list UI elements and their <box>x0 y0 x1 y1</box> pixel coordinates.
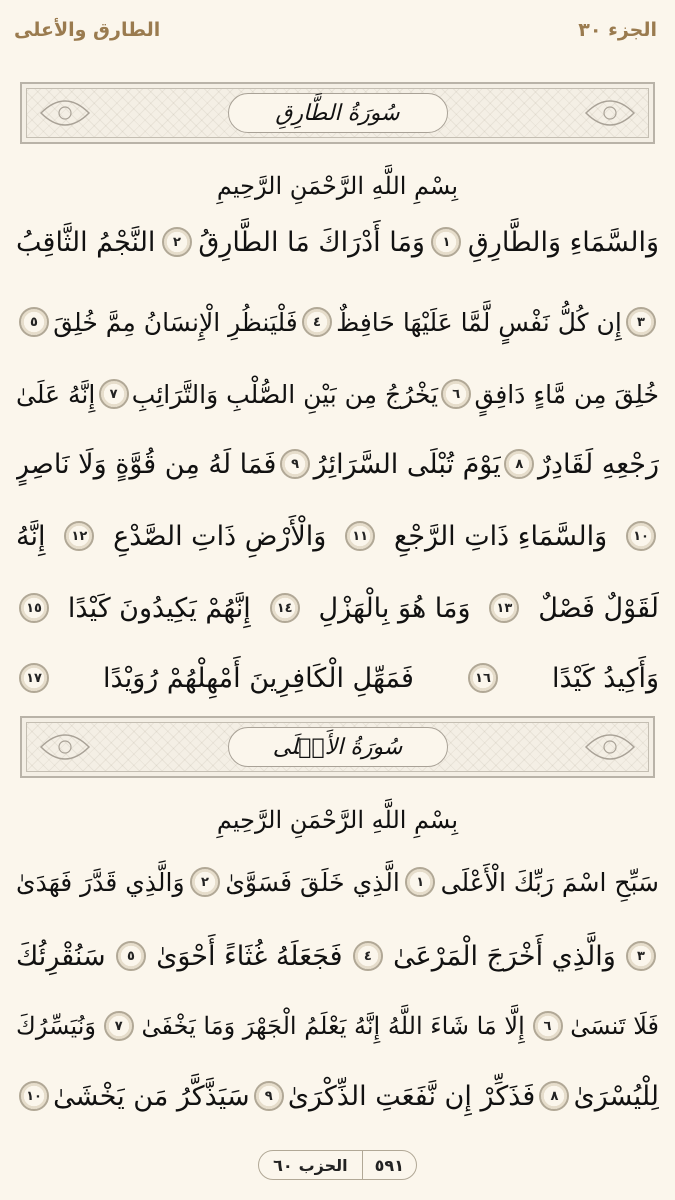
verse-line <box>16 648 659 708</box>
verse-text[interactable]: سَيَذَّكَّرُ مَن يَخْشَىٰ <box>53 1080 250 1112</box>
verse-text[interactable]: وَالْأَرْضِ ذَاتِ الصَّدْعِ <box>113 520 327 552</box>
ayah-number-marker[interactable]: ٨ <box>539 1081 569 1111</box>
verse-text[interactable]: فَمَا لَهُ مِن قُوَّةٍ وَلَا نَاصِرٍ <box>16 448 277 480</box>
verse-text[interactable]: يَوْمَ تُبْلَى السَّرَائِرُ <box>313 448 501 480</box>
verse-text[interactable]: وَالسَّمَاءِ ذَاتِ الرَّجْعِ <box>393 520 608 552</box>
verse-text[interactable]: فَلَا تَنسَىٰ <box>570 1012 659 1040</box>
surah-title: سُورَةُ الطَّارِقِ <box>228 93 448 133</box>
ayah-number-marker[interactable]: ١٣ <box>489 593 519 623</box>
verse-text[interactable]: سَنُقْرِئُكَ <box>16 940 106 972</box>
ayah-number-marker[interactable]: ١٧ <box>19 663 49 693</box>
verse-text[interactable]: وَالَّذِي قَدَّرَ فَهَدَىٰ <box>16 867 185 897</box>
ayah-number-marker[interactable]: ١٦ <box>468 663 498 693</box>
ayah-number-marker[interactable]: ٣ <box>626 941 656 971</box>
ayah-number-marker[interactable]: ١١ <box>345 521 375 551</box>
verse-line <box>16 1066 659 1126</box>
verse-text[interactable]: وَمَا هُوَ بِالْهَزْلِ <box>318 592 471 624</box>
ayah-number-marker[interactable]: ١ <box>405 867 435 897</box>
verse-text[interactable]: إِنَّهُ <box>16 520 46 552</box>
ayah-number-marker[interactable]: ٢ <box>190 867 220 897</box>
banner-ornament-right <box>582 93 638 133</box>
banner-ornament-left <box>37 93 93 133</box>
basmala: بِسْمِ اللَّهِ الرَّحْمَنِ الرَّحِيمِ <box>216 806 459 834</box>
hizb-label: الحزب <box>298 1155 348 1175</box>
ayah-number-marker[interactable]: ٦ <box>533 1011 563 1041</box>
verse-text[interactable]: يَخْرُجُ مِن بَيْنِ الصُّلْبِ وَالتَّرَائِبِ <box>131 379 439 409</box>
ayah-number-marker[interactable]: ٥ <box>19 307 49 337</box>
banner-frame <box>26 722 649 772</box>
verse-line <box>16 434 659 494</box>
ornament-medallion-icon <box>37 93 93 133</box>
ayah-number-marker[interactable]: ٨ <box>504 449 534 479</box>
verse-text[interactable]: وَالَّذِي أَخْرَجَ الْمَرْعَىٰ <box>393 940 616 972</box>
verse-line <box>16 292 659 352</box>
ayah-number-marker[interactable]: ١٤ <box>270 593 300 623</box>
ayah-number-marker[interactable]: ١٢ <box>64 521 94 551</box>
verse-text[interactable]: فَذَكِّرْ إِن نَّفَعَتِ الذِّكْرَىٰ <box>287 1080 536 1112</box>
verse-text[interactable]: فَمَهِّلِ الْكَافِرِينَ أَمْهِلْهُمْ رُوَيْدًا <box>103 662 414 694</box>
verse-text[interactable]: رَجْعِهِ لَقَادِرٌ <box>538 448 659 480</box>
ayah-number-marker[interactable]: ١٠ <box>19 1081 49 1111</box>
ayah-number-marker[interactable]: ٦ <box>441 379 471 409</box>
ayah-number-marker[interactable]: ١٠ <box>626 521 656 551</box>
hizb-indicator <box>259 1151 362 1179</box>
surah-header-banner <box>20 716 655 778</box>
verse-line <box>16 506 659 566</box>
ayah-number-marker[interactable]: ٢ <box>162 227 192 257</box>
verse-text[interactable]: إِلَّا مَا شَاءَ اللَّهُ إِنَّهُ يَعْلَمُ الْجَهْرَ وَمَا يَخْفَىٰ <box>141 1012 525 1040</box>
ayah-number-marker[interactable]: ٩ <box>280 449 310 479</box>
verse-text[interactable]: وَمَا أَدْرَاكَ مَا الطَّارِقُ <box>198 226 425 258</box>
ayah-number-marker[interactable]: ٧ <box>99 379 129 409</box>
basmala: بِسْمِ اللَّهِ الرَّحْمَنِ الرَّحِيمِ <box>216 172 459 200</box>
ayah-number-marker[interactable]: ٥ <box>116 941 146 971</box>
verse-text[interactable]: فَلْيَنظُرِ الْإِنسَانُ مِمَّ خُلِقَ <box>53 307 298 337</box>
surah-names-label: الطارق والأعلى <box>14 19 161 41</box>
ayah-number-marker[interactable]: ٤ <box>353 941 383 971</box>
ayah-number-marker[interactable]: ١ <box>431 227 461 257</box>
verse-text[interactable]: الَّذِي خَلَقَ فَسَوَّىٰ <box>225 867 400 897</box>
surah-header-banner <box>20 82 655 144</box>
verse-text[interactable]: لَقَوْلٌ فَصْلٌ <box>538 592 659 624</box>
banner-ornament-right <box>582 727 638 767</box>
page-footer <box>0 1150 675 1180</box>
banner-ornament-left <box>37 727 93 767</box>
verse-text[interactable]: سَبِّحِ اسْمَ رَبِّكَ الْأَعْلَى <box>440 867 659 897</box>
ornament-medallion-icon <box>582 93 638 133</box>
verse-text[interactable]: إِنَّهُمْ يَكِيدُونَ كَيْدًا <box>67 592 251 624</box>
banner-frame <box>26 88 649 138</box>
surah-title: سُورَةُ الأَعۡلَى <box>228 727 448 767</box>
verse-line <box>16 212 659 272</box>
hizb-number: ٦٠ <box>273 1155 293 1175</box>
verse-line <box>16 852 659 912</box>
verse-text[interactable]: إِنَّهُ عَلَىٰ <box>16 379 96 409</box>
page-header <box>14 12 657 48</box>
verse-text[interactable]: لِلْيُسْرَىٰ <box>573 1080 659 1112</box>
ayah-number-marker[interactable]: ٩ <box>254 1081 284 1111</box>
verse-text[interactable]: وَالسَّمَاءِ وَالطَّارِقِ <box>467 226 659 258</box>
verse-line <box>16 996 659 1056</box>
ayah-number-marker[interactable]: ٧ <box>104 1011 134 1041</box>
verse-line <box>16 364 659 424</box>
footer-box <box>258 1150 417 1180</box>
page-number: ٥٩١ <box>362 1151 416 1179</box>
verse-text[interactable]: النَّجْمُ الثَّاقِبُ <box>16 226 156 258</box>
verse-text[interactable]: خُلِقَ مِن مَّاءٍ دَافِقٍ <box>474 379 659 409</box>
ornament-medallion-icon <box>37 727 93 767</box>
ornament-medallion-icon <box>582 727 638 767</box>
verse-text[interactable]: وَأَكِيدُ كَيْدًا <box>552 662 659 694</box>
ayah-number-marker[interactable]: ١٥ <box>19 593 49 623</box>
verse-line <box>16 578 659 638</box>
ayah-number-marker[interactable]: ٣ <box>626 307 656 337</box>
verse-line <box>16 926 659 986</box>
juz-label: الجزء ٣٠ <box>578 19 657 41</box>
verse-text[interactable]: وَنُيَسِّرُكَ <box>16 1012 96 1040</box>
ayah-number-marker[interactable]: ٤ <box>302 307 332 337</box>
verse-text[interactable]: فَجَعَلَهُ غُثَاءً أَحْوَىٰ <box>156 940 343 972</box>
verse-text[interactable]: إِن كُلُّ نَفْسٍ لَّمَّا عَلَيْهَا حَافِظٌ <box>336 307 622 337</box>
